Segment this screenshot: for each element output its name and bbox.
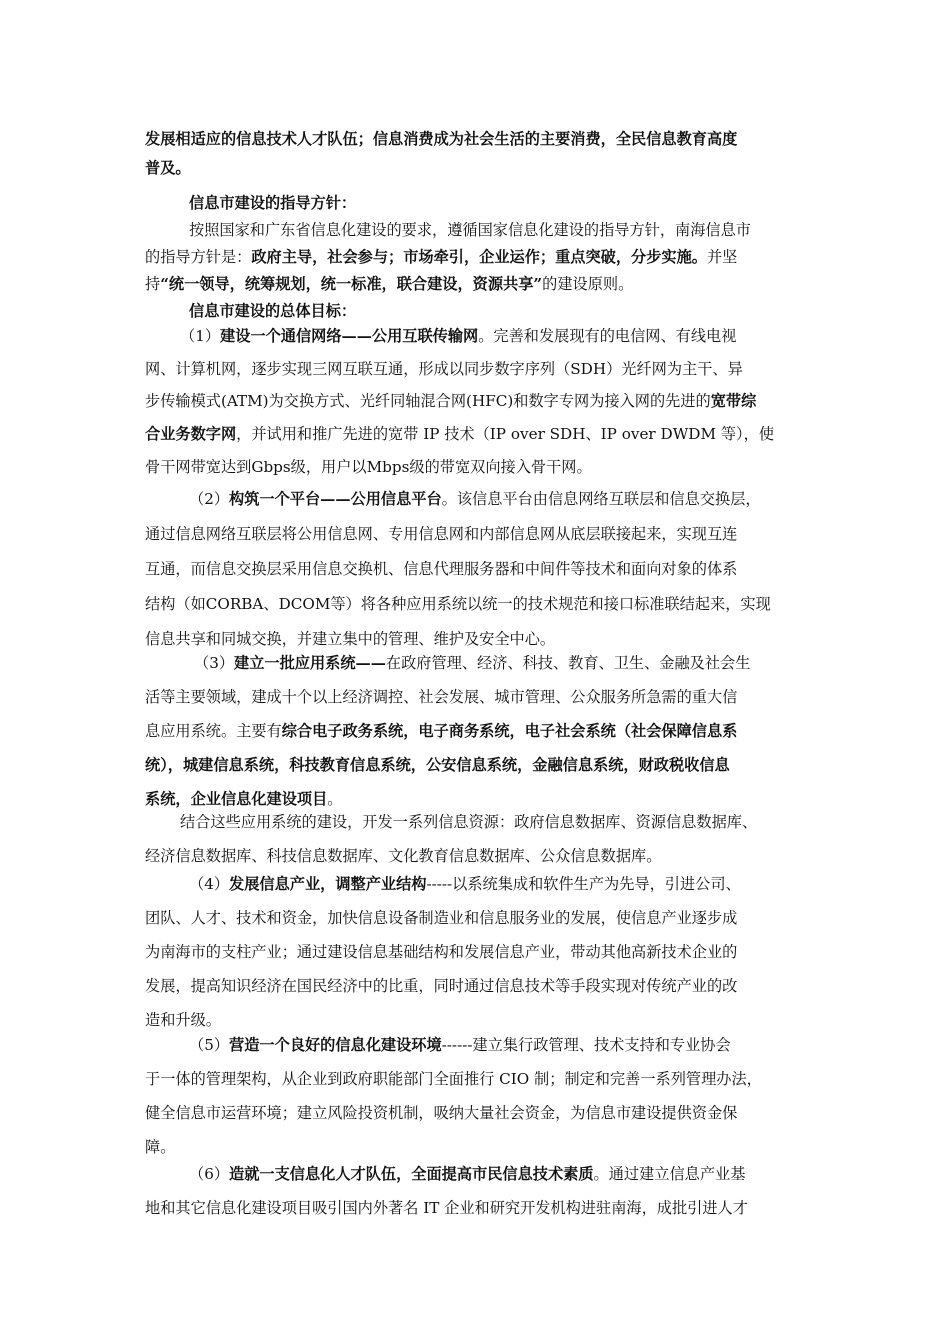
- goal-2-line-2: 通过信息网络互联层将公用信息网、专用信息网和内部信息网从底层联接起来，实现互连: [145, 525, 738, 543]
- goals-heading: 信息市建设的总体目标：: [189, 302, 357, 320]
- goal-1-line-4: 合业务数字网，并试用和推广先进的宽带 IP 技术（IP over SDH、IP over DWDM 等），使: [145, 425, 775, 444]
- goal-4-line-3: 为南海市的支柱产业；通过建设信息基础结构和发展信息产业，带动其他高新技术企业的: [145, 943, 738, 961]
- goal-2-line-5: 信息共享和同城交换，并建立集中的管理、维护及安全中心。: [145, 630, 556, 648]
- goal-1-line-2: 网、计算机网，逐步实现三网互联互通，形成以同步数字序列（SDH）光纤网为主干、异: [145, 359, 743, 378]
- goal-3-paragraph: [145, 646, 813, 816]
- goal-4-line-2: 团队、人才、技术和资金，加快信息设备制造业和信息服务业的发展，使信息产业逐步成: [145, 909, 738, 927]
- guideline-line-2: 的指导方针是：政府主导，社会参与；市场牵引，企业运作；重点突破，分步实施。并坚: [145, 248, 738, 266]
- goal-6-line-1: （6）造就一支信息化人才队伍，全面提高市民信息技术素质。通过建立信息产业基: [189, 1165, 746, 1183]
- goal-2-paragraph: [145, 482, 813, 657]
- intro-line-1: 发展相适应的信息技术人才队伍；信息消费成为社会生活的主要消费，全民信息教育高度: [145, 130, 738, 148]
- goal-1-line-1: （1）建设一个通信网络——公用互联传输网。完善和发展现有的电信网、有线电视: [180, 327, 737, 345]
- goal-5-paragraph: [145, 1028, 813, 1164]
- goal-4-line-1: （4）发展信息产业，调整产业结构-----以系统集成和软件生产为先导，引进公司、: [189, 875, 741, 893]
- resources-paragraph: [145, 805, 813, 873]
- goal-2-line-4: 结构（如CORBA、DCOM等）将各种应用系统以统一的技术规范和接口标准联结起来，实现: [145, 595, 771, 613]
- goal-3-line-3: 息应用系统。主要有综合电子政务系统，电子商务系统，电子社会系统（社会保障信息系: [145, 722, 738, 740]
- goal-1-paragraph: [145, 320, 813, 483]
- goal-5-line-4: 障。: [145, 1138, 176, 1156]
- intro-paragraph: [145, 125, 813, 183]
- goal-3-line-4: 统），城建信息系统，科技教育信息系统，公安信息系统，金融信息系统，财政税收信息: [145, 756, 730, 774]
- guideline-line-3: 持“统一领导，统筹规划，统一标准，联合建设，资源共享”的建设原则。: [145, 275, 634, 293]
- guideline-line-1: 按照国家和广东省信息化建设的要求，遵循国家信息化建设的指导方针，南海信息市: [189, 221, 751, 239]
- goal-4-line-4: 发展，提高知识经济在国民经济中的比重，同时通过信息技术等手段实现对传统产业的改: [145, 977, 738, 995]
- goal-3-line-5: 系统，企业信息化建设项目。: [145, 790, 343, 808]
- goal-6-paragraph: [145, 1157, 813, 1225]
- goal-3-line-2: 活等主要领域，建成十个以上经济调控、社会发展、城市管理、公众服务所急需的重大信: [145, 688, 738, 706]
- goal-5-line-1: （5）营造一个良好的信息化建设环境------建立集行政管理、技术支持和专业协会: [189, 1036, 731, 1054]
- resources-line-2: 经济信息数据库、科技信息数据库、文化教育信息数据库、公众信息数据库。: [145, 847, 662, 865]
- goal-2-line-3: 互通，而信息交换层采用信息交换机、信息代理服务器和中间件等技术和面向对象的体系: [145, 560, 738, 578]
- guideline-section: [145, 190, 813, 325]
- intro-line-2: 普及。: [145, 159, 191, 177]
- goal-5-line-3: 健全信息市运营环境；建立风险投资机制，吸纳大量社会资金，为信息市建设提供资金保: [145, 1104, 738, 1122]
- goal-2-line-1: （2）构筑一个平台——公用信息平台。该信息平台由信息网络互联层和信息交换层，: [189, 490, 761, 508]
- goal-1-line-3: 步传输模式(ATM)为交换方式、光纤同轴混合网(HFC)和数字专网为接入网的先进的宽带综: [145, 392, 757, 411]
- goal-4-paragraph: [145, 867, 813, 1037]
- goal-4-line-5: 造和升级。: [145, 1011, 221, 1029]
- guideline-heading: 信息市建设的指导方针：: [189, 194, 357, 212]
- goal-3-line-1: （3）建立一批应用系统——在政府管理、经济、科技、教育、卫生、金融及社会生: [194, 654, 751, 672]
- goal-1-line-5: 骨干网带宽达到Gbps级，用户以Mbps级的带宽双向接入骨干网。: [145, 457, 592, 476]
- goal-6-line-2: 地和其它信息化建设项目吸引国内外著名 IT 企业和研究开发机构进驻南海，成批引进人才: [145, 1199, 748, 1217]
- resources-line-1: 结合这些应用系统的建设，开发一系列信息资源：政府信息数据库、资源信息数据库、: [180, 813, 758, 831]
- goal-5-line-2: 于一体的管理架构，从企业到政府职能部门全面推行 CIO 制；制定和完善一系列管理办法，: [145, 1070, 762, 1088]
